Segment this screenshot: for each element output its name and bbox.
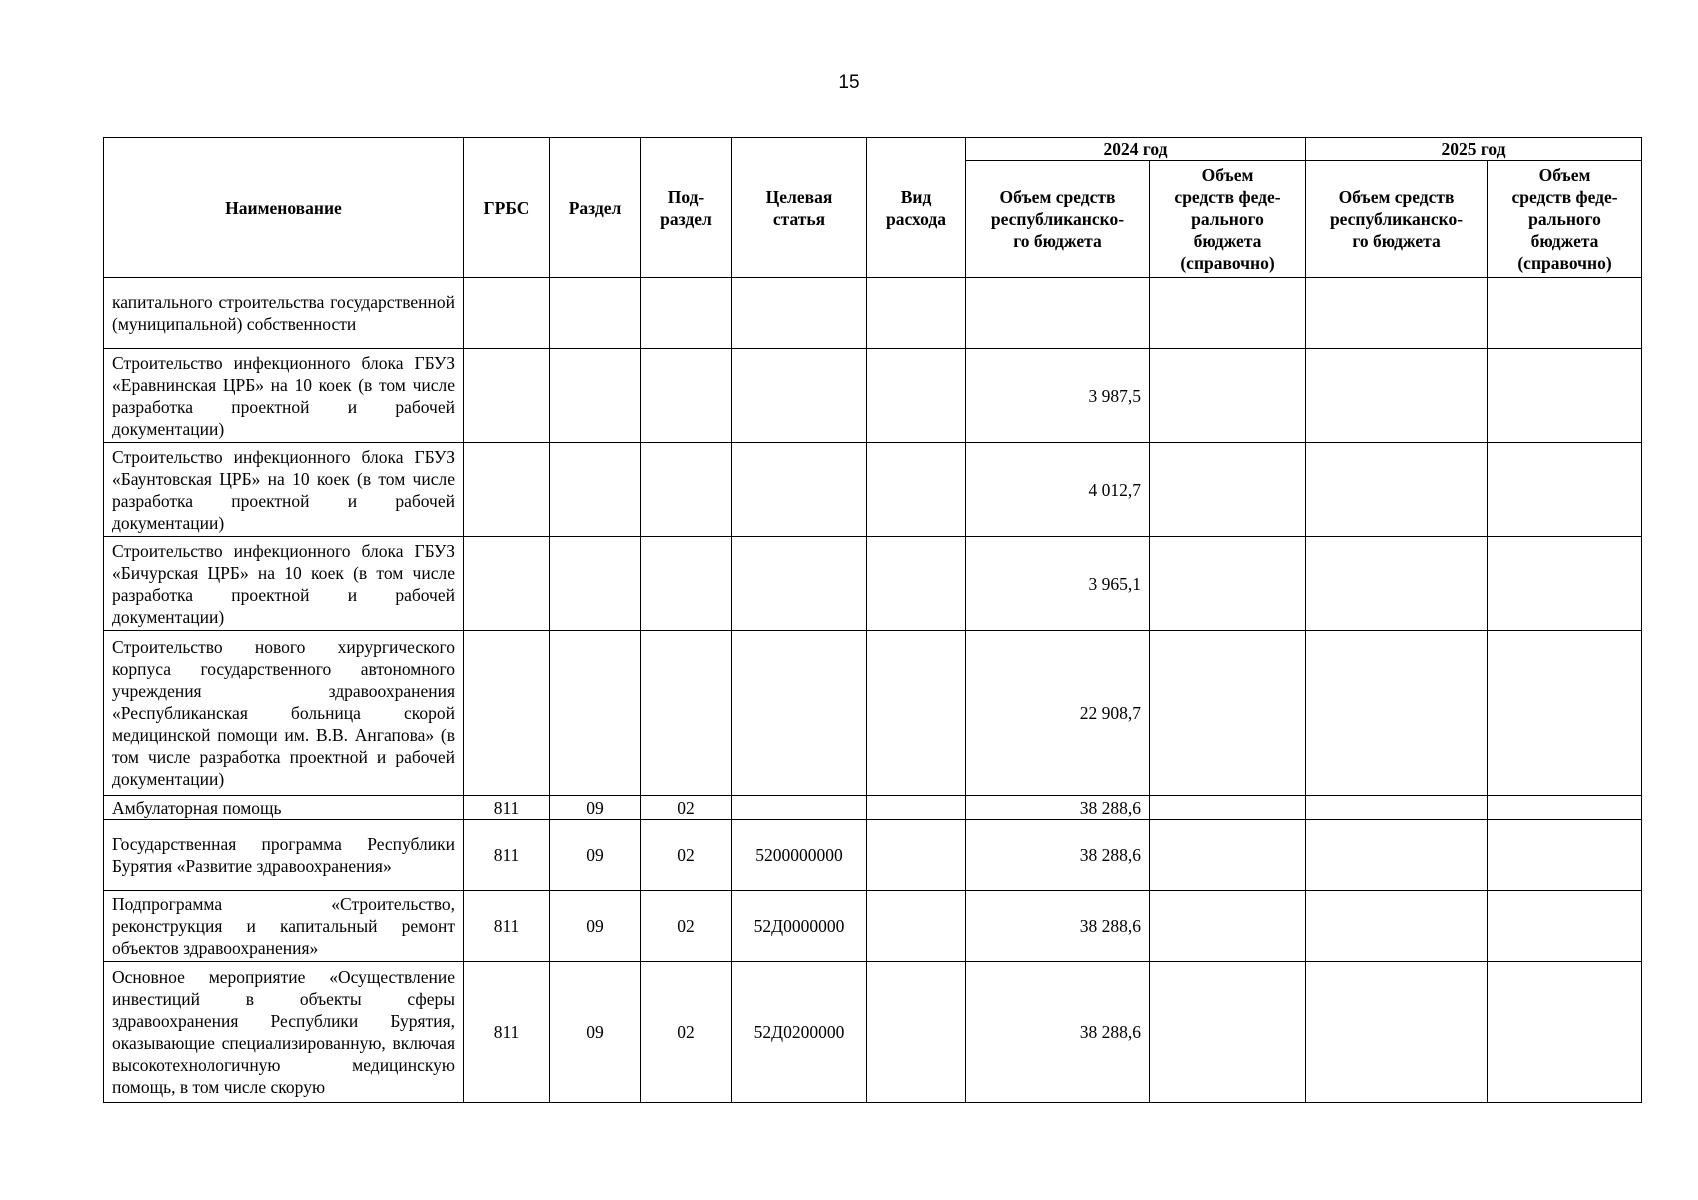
row-resp-2025 xyxy=(1306,443,1488,537)
row-resp-2024: 3 965,1 xyxy=(966,537,1150,631)
row-grbs xyxy=(464,443,550,537)
row-fed-2024 xyxy=(1150,796,1306,820)
row-fed-2024 xyxy=(1150,443,1306,537)
row-razdel: 09 xyxy=(550,796,641,820)
row-razdel xyxy=(550,631,641,796)
row-fed-2024 xyxy=(1150,631,1306,796)
row-fed-2025 xyxy=(1488,820,1642,891)
row-fed-2025 xyxy=(1488,443,1642,537)
row-fed-2025 xyxy=(1488,962,1642,1103)
row-razdel: 09 xyxy=(550,820,641,891)
row-resp-2025 xyxy=(1306,631,1488,796)
row-fed-2025 xyxy=(1488,278,1642,349)
row-celevaya xyxy=(732,631,867,796)
row-podrazdel: 02 xyxy=(641,962,732,1103)
row-grbs: 811 xyxy=(464,820,550,891)
table-body xyxy=(104,278,1642,1103)
row-resp-2024: 3 987,5 xyxy=(966,349,1150,443)
row-celevaya xyxy=(732,537,867,631)
row-fed-2024 xyxy=(1150,962,1306,1103)
row-resp-2024: 22 908,7 xyxy=(966,631,1150,796)
header-razdel: Раздел xyxy=(550,138,641,278)
table-row xyxy=(104,796,1642,820)
header-grbs: ГРБС xyxy=(464,138,550,278)
row-resp-2024: 4 012,7 xyxy=(966,443,1150,537)
row-fed-2024 xyxy=(1150,537,1306,631)
table-row xyxy=(104,349,1642,443)
row-resp-2025 xyxy=(1306,962,1488,1103)
row-celevaya xyxy=(732,796,867,820)
row-grbs: 811 xyxy=(464,962,550,1103)
table-row xyxy=(104,443,1642,537)
row-fed-2025 xyxy=(1488,796,1642,820)
table-header xyxy=(104,138,1642,278)
row-podrazdel xyxy=(641,631,732,796)
row-resp-2025 xyxy=(1306,349,1488,443)
table-row xyxy=(104,962,1642,1103)
row-podrazdel xyxy=(641,537,732,631)
row-vid xyxy=(867,278,966,349)
row-vid xyxy=(867,820,966,891)
row-name: Подпрограмма «Строительство, реконструкция и капитальный ремонт объектов здравоохранения» xyxy=(104,891,464,962)
header-podrazdel: Под- раздел xyxy=(641,138,732,278)
row-resp-2024: 38 288,6 xyxy=(966,891,1150,962)
row-podrazdel: 02 xyxy=(641,820,732,891)
row-podrazdel: 02 xyxy=(641,796,732,820)
row-razdel xyxy=(550,537,641,631)
row-name: Государственная программа Республики Бурятия «Развитие здравоохранения» xyxy=(104,820,464,891)
row-podrazdel: 02 xyxy=(641,891,732,962)
row-fed-2024 xyxy=(1150,891,1306,962)
row-fed-2024 xyxy=(1150,278,1306,349)
header-resp-2025: Объем средств республиканско- го бюджета xyxy=(1306,161,1488,278)
table-row xyxy=(104,820,1642,891)
row-celevaya xyxy=(732,443,867,537)
row-fed-2025 xyxy=(1488,537,1642,631)
row-podrazdel xyxy=(641,349,732,443)
row-podrazdel xyxy=(641,278,732,349)
row-name: Строительство инфекционного блока ГБУЗ «Еравнинская ЦРБ» на 10 коек (в том числе разработка проектной и рабочей документации) xyxy=(104,349,464,443)
row-resp-2024: 38 288,6 xyxy=(966,962,1150,1103)
row-celevaya xyxy=(732,278,867,349)
row-vid xyxy=(867,891,966,962)
row-resp-2024: 38 288,6 xyxy=(966,796,1150,820)
row-name: Основное мероприятие «Осуществление инвестиций в объекты сферы здравоохранения Республики Бурятия, оказывающие специализированную, включая высокотехнологичную медицинскую помощь, в том числе скорую xyxy=(104,962,464,1103)
header-year-2025: 2025 год xyxy=(1306,138,1642,161)
row-razdel xyxy=(550,443,641,537)
row-fed-2024 xyxy=(1150,820,1306,891)
row-razdel xyxy=(550,278,641,349)
row-name: Строительство нового хирургического корпуса государственного автономного учреждения здравоохранения «Республиканская больница скорой медицинской помощи им. В.В. Ангапова» (в том числе разработка проектной и рабочей документации) xyxy=(104,631,464,796)
row-vid xyxy=(867,537,966,631)
row-podrazdel xyxy=(641,443,732,537)
row-name: Амбулаторная помощь xyxy=(104,796,464,820)
row-resp-2025 xyxy=(1306,891,1488,962)
row-resp-2025 xyxy=(1306,796,1488,820)
row-resp-2024: 38 288,6 xyxy=(966,820,1150,891)
row-celevaya: 52Д0000000 xyxy=(732,891,867,962)
row-fed-2025 xyxy=(1488,349,1642,443)
row-grbs xyxy=(464,278,550,349)
row-celevaya: 5200000000 xyxy=(732,820,867,891)
row-vid xyxy=(867,349,966,443)
header-resp-2024: Объем средств республиканско- го бюджета xyxy=(966,161,1150,278)
row-fed-2024 xyxy=(1150,349,1306,443)
row-grbs xyxy=(464,349,550,443)
row-name: Строительство инфекционного блока ГБУЗ «Баунтовская ЦРБ» на 10 коек (в том числе разработка проектной и рабочей документации) xyxy=(104,443,464,537)
row-fed-2025 xyxy=(1488,631,1642,796)
row-grbs: 811 xyxy=(464,796,550,820)
budget-table xyxy=(103,137,1642,1103)
row-vid xyxy=(867,631,966,796)
header-fed-2024: Объем средств феде- рального бюджета (справочно) xyxy=(1150,161,1306,278)
row-resp-2024 xyxy=(966,278,1150,349)
row-razdel: 09 xyxy=(550,962,641,1103)
row-razdel xyxy=(550,349,641,443)
table-row xyxy=(104,631,1642,796)
row-fed-2025 xyxy=(1488,891,1642,962)
row-celevaya: 52Д0200000 xyxy=(732,962,867,1103)
row-vid xyxy=(867,796,966,820)
header-celevaya: Целевая статья xyxy=(732,138,867,278)
header-name: Наименование xyxy=(104,138,464,278)
row-grbs: 811 xyxy=(464,891,550,962)
row-grbs xyxy=(464,537,550,631)
row-name: Строительство инфекционного блока ГБУЗ «Бичурская ЦРБ» на 10 коек (в том числе разработка проектной и рабочей документации) xyxy=(104,537,464,631)
row-resp-2025 xyxy=(1306,278,1488,349)
header-year-2024: 2024 год xyxy=(966,138,1306,161)
row-name: капитального строительства государственной (муниципальной) собственности xyxy=(104,278,464,349)
row-resp-2025 xyxy=(1306,820,1488,891)
table-row xyxy=(104,537,1642,631)
table-row xyxy=(104,278,1642,349)
page-number: 15 xyxy=(838,72,860,93)
header-fed-2025: Объем средств феде- рального бюджета (справочно) xyxy=(1488,161,1642,278)
header-vid: Вид расхода xyxy=(867,138,966,278)
row-celevaya xyxy=(732,349,867,443)
row-resp-2025 xyxy=(1306,537,1488,631)
row-grbs xyxy=(464,631,550,796)
row-razdel: 09 xyxy=(550,891,641,962)
table-row xyxy=(104,891,1642,962)
row-vid xyxy=(867,962,966,1103)
row-vid xyxy=(867,443,966,537)
